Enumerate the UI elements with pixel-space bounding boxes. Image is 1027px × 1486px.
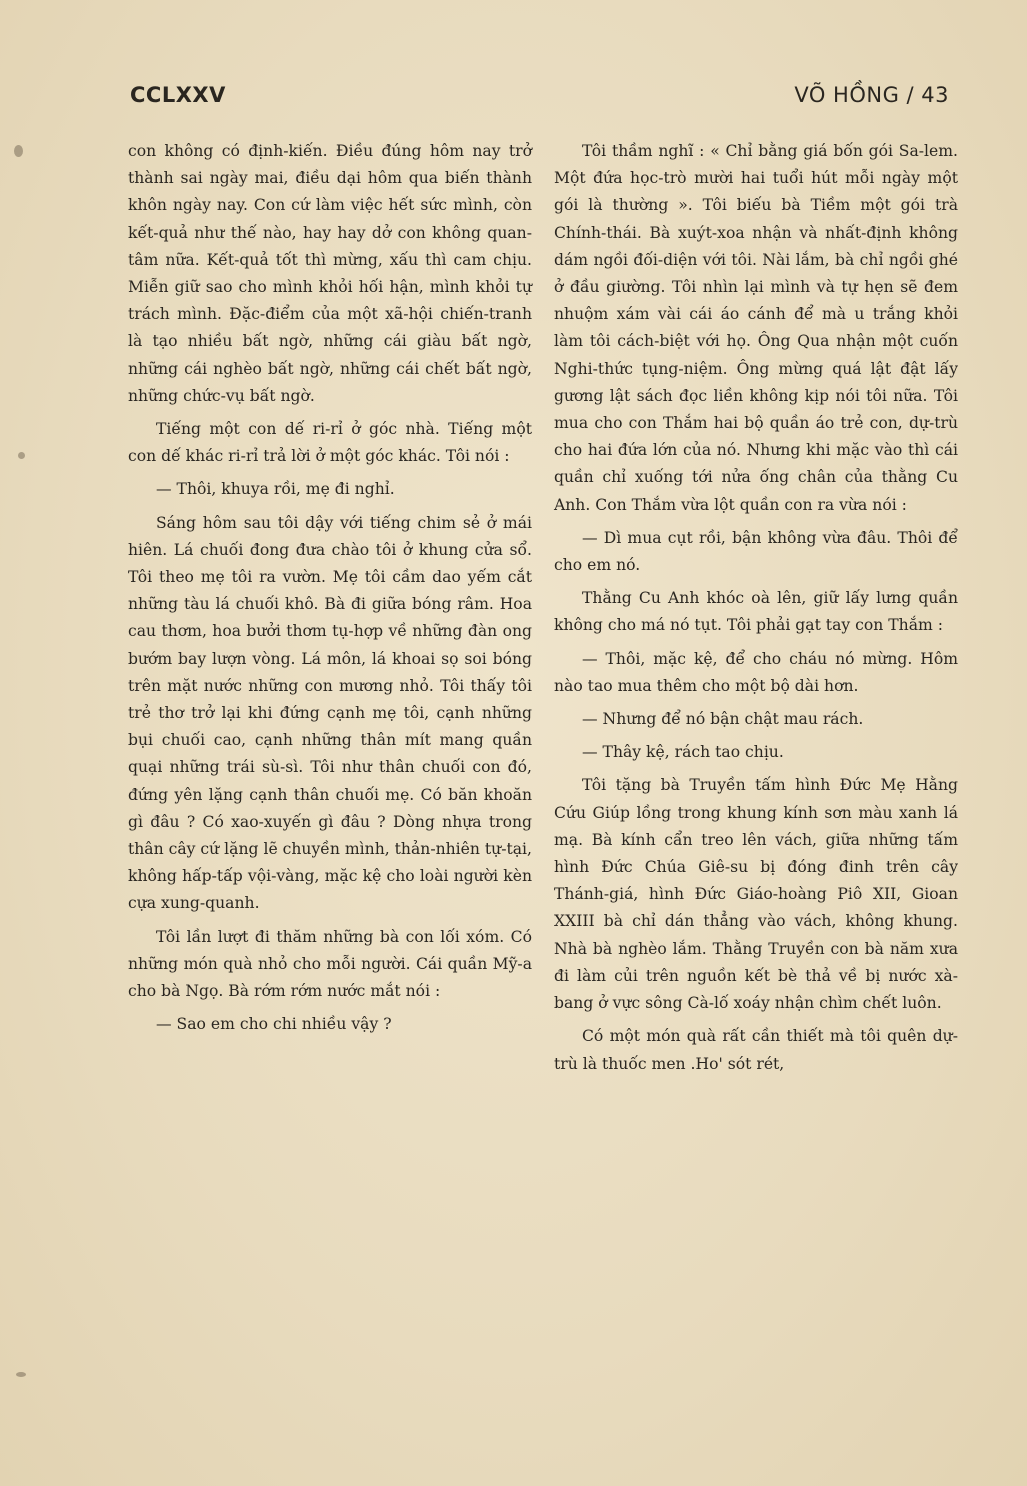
paragraph: — Thây kệ, rách tao chịu. xyxy=(582,743,784,762)
paragraph: — Thôi, mặc kệ, để cho cháu nó mừng. Hôm nào tao mua thêm cho một bộ dài hơn. xyxy=(554,649,958,695)
ink-smudge xyxy=(14,145,23,157)
paragraph: Tôi thầm nghĩ : « Chỉ bằng giá bốn gói Sa-lem. Một đứa học-trò mười hai tuổi hút mỗi ngày một gói là thường ». Tôi biếu bà Tiềm một gói trà Chính-thái. Bà xuýt-xoa nhận và nhất-định không dám ngồi đối-diện với tôi. Nài lắm, bà chỉ ngồi ghé ở đầu giường. Tôi nhìn lại mình và tự hẹn sẽ đem nhuộm xám vài cái áo cánh để mà u trắng khỏi làm tôi cách-biệt với họ. Ông Qua nhận một cuốn Nghi-thức tụng-niệm. Ông mừng quá lật đật lấy gương lật sách đọc liền không kịp nói tôi nữa. Tôi mua cho con Thắm hai bộ quần áo trẻ con, dự-trù cho hai đứa lớn của nó. Nhưng khi mặc vào thì cái quần chỉ xuống tới nửa ống chân của thằng Cu Anh. Con Thắm vừa lột quần con ra vừa nói : xyxy=(554,142,958,514)
paragraph: Có một món quà rất cần thiết mà tôi quên dự-trù là thuốc men .Ho' sót rét, xyxy=(554,1027,958,1073)
paragraph: Sáng hôm sau tôi dậy với tiếng chim sẻ ở mái hiên. Lá chuối đong đưa chào tôi ở khung cửa sổ. Tôi theo mẹ tôi ra vườn. Mẹ tôi cầm dao yếm cắt những tàu lá chuối khô. Bà đi giữa bóng râm. Hoa cau thơm, hoa bưởi thơm tụ-hợp về những đàn ong bướm bay lượn vòng. Lá môn, lá khoai sọ soi bóng trên mặt nước những con mương nhỏ. Tôi thấy tôi trẻ thơ trở lại khi đứng cạnh mẹ tôi, cạnh những bụi chuối cao, cạnh những thân mít mang quần quại những trái sù-sì. Tôi như thân chuối con đó, đứng yên lặng cạnh thân chuối mẹ. Có băn khoăn gì đâu ? Có xao-xuyến gì đâu ? Dòng nhựa trong thân cây cứ lặng lẽ chuyền mình, thản-nhiên tự-tại, không hấp-tấp vội-vàng, mặc kệ cho loài người kèn cựa xung-quanh. xyxy=(128,513,532,913)
right-column xyxy=(554,138,958,1458)
author-and-page-number: VÕ HỒNG / 43 xyxy=(794,83,949,107)
paragraph: — Sao em cho chi nhiều vậy ? xyxy=(156,1015,392,1034)
paragraph: Tiếng một con dế ri-rỉ ở góc nhà. Tiếng một con dế khác ri-rỉ trả lời ở một góc khác. Tôi nói : xyxy=(128,420,532,466)
paragraph: — Nhưng để nó bận chật mau rách. xyxy=(582,710,864,729)
text-columns xyxy=(128,138,958,1458)
page-header xyxy=(130,78,949,112)
ink-smudge xyxy=(18,452,25,459)
paragraph: Thằng Cu Anh khóc oà lên, giữ lấy lưng quần không cho má nó tụt. Tôi phải gạt tay con Thắm : xyxy=(554,589,958,635)
paragraph: Tôi tặng bà Truyền tấm hình Đức Mẹ Hằng Cứu Giúp lồng trong khung kính sơn màu xanh lá mạ. Bà kính cẩn treo lên vách, giữa những tấm hình Đức Chúa Giê-su bị đóng đinh trên cây Thánh-giá, hình Đức Giáo-hoàng Piô XII, Gioan XXIII bà chỉ dán thẳng vào vách, không khung. Nhà bà nghèo lắm. Thằng Truyền con bà năm xưa đi làm củi trên nguồn kết bè thả về bị nước xà-bang ở vực sông Cà-lố xoáy nhận chìm chết luôn. xyxy=(554,776,958,1013)
paragraph: — Thôi, khuya rồi, mẹ đi nghỉ. xyxy=(156,480,395,499)
ink-smudge xyxy=(16,1372,26,1377)
left-column xyxy=(128,138,532,1458)
paragraph: Tôi lần lượt đi thăm những bà con lối xóm. Có những món quà nhỏ cho mỗi người. Cái quần Mỹ-a cho bà Ngọ. Bà rớm rớm nước mắt nói : xyxy=(128,927,532,1001)
paragraph: con không có định-kiến. Điều đúng hôm nay trở thành sai ngày mai, điều dại hôm qua biến thành khôn ngày nay. Con cứ làm việc hết sức mình, còn kết-quả như thế nào, hay hay dở con không quan-tâm nữa. Kết-quả tốt thì mừng, xấu thì cam chịu. Miễn giữ sao cho mình khỏi hối hận, mình khỏi tự trách mình. Đặc-điểm của một xã-hội chiến-tranh là tạo nhiều bất ngờ, những cái giàu bất ngờ, những cái nghèo bất ngờ, những cái chết bất ngờ, những chức-vụ bất ngờ. xyxy=(128,142,532,405)
section-number: CCLXXV xyxy=(130,83,226,107)
paragraph: — Dì mua cụt rồi, bận không vừa đâu. Thôi để cho em nó. xyxy=(554,528,958,575)
